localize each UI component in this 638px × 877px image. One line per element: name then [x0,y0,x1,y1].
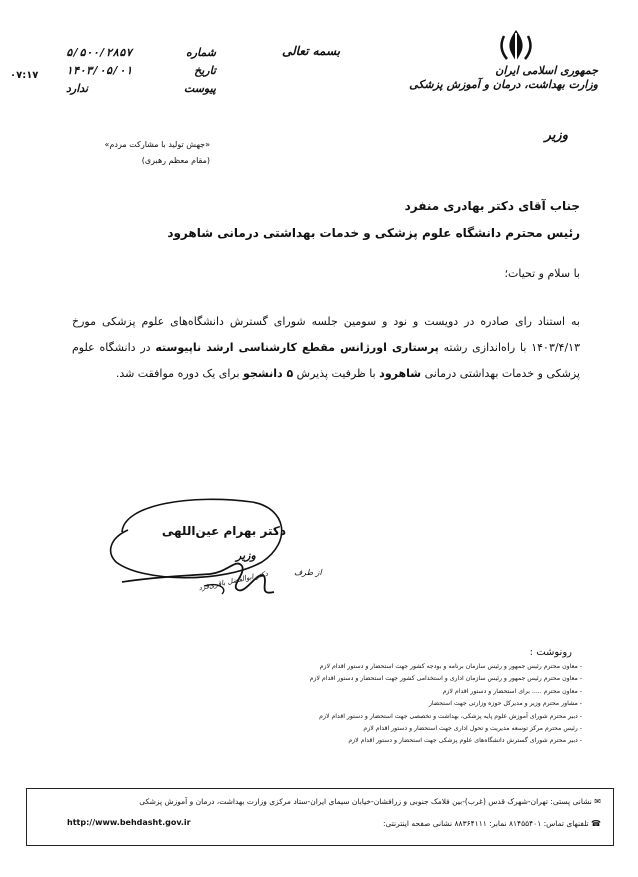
body-text-4: برای یک دوره موافقت شد. [115,367,244,380]
cc-title: رونوشت : [529,647,572,658]
cc-item: - دبیر محترم شورای آموزش علوم پایه پزشکی، بهداشت و تخصصی جهت استحضار و دستور اقدام لازم [319,712,582,720]
footer-phones [383,819,601,828]
letter-meta [66,44,216,98]
cc-item: - رئیس محترم مرکز توسعه مدیریت و تحول اداری جهت استحضار و دستور اقدام لازم [363,725,582,733]
footer-address-text: نشانی پستی: تهران-شهرک قدس (غرب)-بین فلامک جنوبی و زرافشان-خیابان سیمای ایران-ستاد مرکزی وزارت بهداشت، درمان و آموزش پزشکی [139,797,592,806]
slogan-source: (مقام معظم رهبری) [141,156,210,165]
on-behalf-label: از طرف [294,568,322,577]
emblem-icon [494,28,538,64]
recipient-title: رئیس محترم دانشگاه علوم پزشکی و خدمات بهداشتی درمانی شاهرود [167,226,580,240]
body-text-3: با ظرفیت پذیرش [293,367,380,380]
footer-box [26,788,614,846]
mail-icon: ✉ [594,797,601,806]
body-text-1: به استناد رای صادره در دویست و نود و سومین جلسه شورای گسترش دانشگاه‌های علوم پزشکی مورخ ۱۴۰۳/۴/۱۳ با راه‌اندازی رشته [72,315,580,354]
cc-item: - معاون محترم ..... برای استحضار و دستور اقدام لازم [442,687,582,695]
cc-list [162,661,582,748]
body-bold-capacity: ۵ دانشجو [243,367,294,380]
slogan [30,137,210,169]
cc-item: - معاون محترم رئیس جمهور و رئیس سازمان اداری و استخدامی کشور جهت استحضار و دستور اقدام لازم [309,675,582,683]
footer-website[interactable]: http://www.behdasht.gov.ir [67,818,191,827]
signer-name: دکتر بهرام عین‌اللهی [161,524,286,538]
deputy-name: دکتر ابوالفضل باقری‌فرد [197,569,269,593]
letter-body [72,309,580,387]
attachment-label: پیوست [183,82,216,95]
bismillah: بسمه تعالی [282,44,341,58]
footer-phones-text: تلفنهای تماس: ۸۱۴۵۵۴۰۱ نمابر: ۸۸۳۶۴۱۱۱ نشانی صفحه اینترنتی: [382,819,589,828]
greeting: با سلام و تحیات؛ [504,267,580,280]
recipient-name: جناب آقای دکتر بهادری منفرد [404,199,580,213]
cc-item: - مشاور محترم وزیر و مدیرکل حوزه وزارتی جهت استحضار [428,700,582,708]
ministry-header [398,64,598,92]
body-bold-university: شاهرود [379,367,422,380]
number-value: ۵/۵۰۰/۲۸۵۷ [66,46,133,59]
ministry-country: جمهوری اسلامی ایران [495,64,598,77]
time-stamp: ۰۷:۱۷ [10,70,39,81]
signature-scribble [118,552,308,602]
date-value: ۱۴۰۳/۰۵/۰۱ [66,64,133,77]
signer-role: وزیر [236,549,256,562]
attachment-value: ندارد [66,82,89,95]
footer-address [41,797,601,806]
ministry-role: وزیر [544,128,568,143]
slogan-text: «جهش تولید با مشارکت مردم» [104,140,210,149]
phone-icon: ☎ [591,819,601,828]
number-label: شماره [185,46,216,59]
body-bold-program: پرستاری اورژانس مقطع کارشناسی ارشد ناپیوسته [155,341,439,354]
date-label: تاریخ [194,64,216,77]
ministry-name: وزارت بهداشت، درمان و آموزش پزشکی [409,78,598,91]
cc-item: - معاون محترم رئیس جمهور و رئیس سازمان برنامه و بودجه کشور جهت استحضار و دستور اقدام لازم [319,663,582,670]
recipient [60,193,580,247]
body-text-2: در دانشگاه علوم پزشکی و خدمات بهداشتی درمانی [72,341,580,380]
cc-item: - دبیر محترم شورای گسترش دانشگاه‌های علوم پزشکی جهت استحضار و دستور اقدام لازم [348,737,582,745]
